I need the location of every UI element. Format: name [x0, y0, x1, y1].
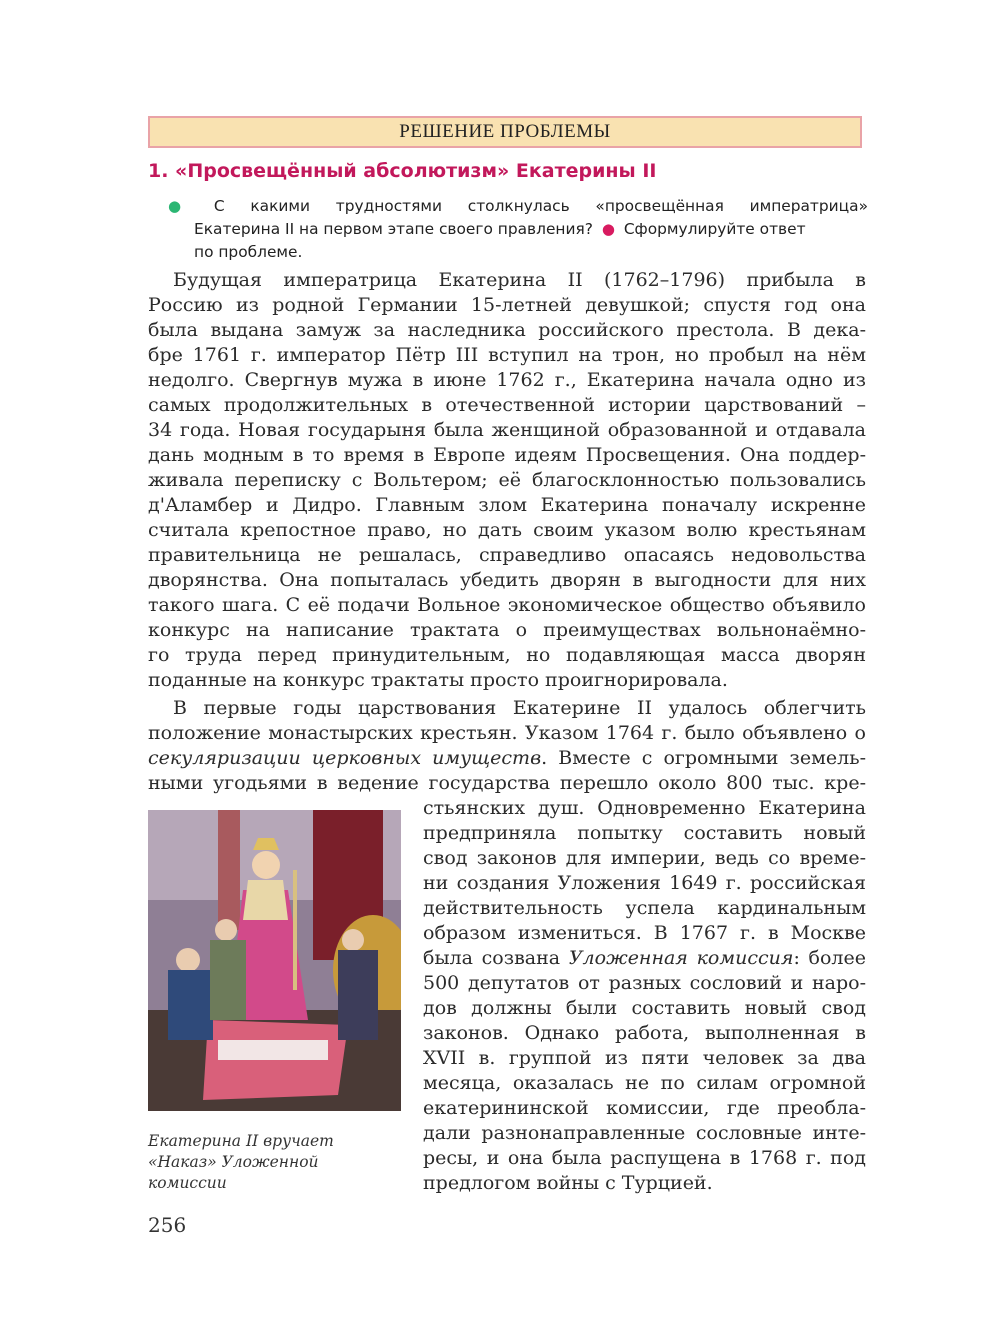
caption-line: «Наказ» Уложенной	[148, 1153, 319, 1171]
paragraph-1	[148, 268, 866, 693]
text-line: дали разнонаправленные сословные инте-	[423, 1122, 866, 1144]
text-line: 34 года. Новая государыня была женщиной образованной и отдавала	[148, 419, 866, 441]
text-line: бре 1761 г. император Пётр III вступил на трон, но пробыл на нём	[148, 344, 866, 366]
text-line: го труда перед принудительным, но подавляющая масса дворян	[148, 644, 866, 666]
green-bullet-icon: ●	[168, 197, 202, 215]
text-line: ными угодьями в ведение государства перешло около 800 тыс. кре-	[148, 772, 866, 794]
text-line: действительность успела кардинальным	[423, 897, 866, 919]
italic-term: Уложенная комиссия	[568, 947, 794, 969]
paragraph-2	[148, 696, 866, 796]
painting-image	[148, 810, 401, 1111]
page-number: 256	[148, 1213, 187, 1237]
caption-line: Екатерина II вручает	[148, 1132, 334, 1150]
text-line: дворянства. Она попыталась убедить дворян в выгодности для них	[148, 569, 866, 591]
italic-term: секуляризации церковных имуществ	[148, 747, 542, 769]
text-line: самых продолжительных в отечественной истории царствований –	[148, 394, 866, 416]
text-line: свод законов для империи, ведь со време-	[423, 847, 866, 869]
image-caption	[148, 1131, 398, 1194]
text-line: была созвана Уложенная комиссия: более	[423, 947, 866, 969]
text-line: XVII в. группой из пяти человек за два	[423, 1047, 866, 1069]
text-line: предприняла попытку составить новый	[423, 822, 866, 844]
painting-illustration	[148, 810, 401, 1111]
text-line: считала крепостное право, но дать своим указом волю крестьянам	[148, 519, 866, 541]
text-line: живала переписку с Вольтером; её благосклонностью пользовались	[148, 469, 866, 491]
text-line: Будущая императрица Екатерина II (1762–1796) прибыла в	[173, 269, 866, 291]
question-line-3: по проблеме.	[194, 243, 303, 261]
problem-question	[168, 195, 868, 264]
caption-line: комиссии	[148, 1174, 227, 1192]
text-line: В первые годы царствования Екатерине II удалось облегчить	[173, 697, 866, 719]
text-line: дов должны были составить новый свод	[423, 997, 866, 1019]
text-line: Россию из родной Германии 15-летней девушкой; спустя год она	[148, 294, 866, 316]
text-line: предлогом войны с Турцией.	[423, 1172, 713, 1194]
red-bullet-icon: ●	[601, 220, 615, 238]
text-line: такого шага. С её подачи Вольное экономическое общество объявило	[148, 594, 866, 616]
question-line-1: ● С какими трудностями столкнулась «просвещённая императрица»	[168, 197, 868, 215]
text-line: положение монастырских крестьян. Указом 1764 г. было объявлено о	[148, 722, 866, 744]
text-line: дань модным в то время в Европе идеям Просвещения. Она поддер-	[148, 444, 866, 466]
text-line: законов. Однако работа, выполненная в	[423, 1022, 866, 1044]
text-line: д'Аламбер и Дидро. Главным злом Екатерина поначалу искренне	[148, 494, 866, 516]
text-line: месяца, оказалась не по силам огромной	[423, 1072, 866, 1094]
text-line: стьянских душ. Одновременно Екатерина	[423, 797, 866, 819]
text-line: образом измениться. В 1767 г. в Москве	[423, 922, 866, 944]
text-line: 500 депутатов от разных сословий и наро-	[423, 972, 866, 994]
text-line: конкурс на написание трактата о преимуществах вольнонаёмно-	[148, 619, 866, 641]
text-line: екатерининской комиссии, где преобла-	[423, 1097, 866, 1119]
section-banner	[148, 116, 862, 148]
text-line: ресы, и она была распущена в 1768 г. под	[423, 1147, 866, 1169]
text-line: правительница не решалась, справедливо опасаясь недовольства	[148, 544, 866, 566]
text-line: поданные на конкурс трактаты просто проигнорировала.	[148, 669, 728, 691]
section-heading: 1. «Просвещённый абсолютизм» Екатерины II	[148, 160, 657, 182]
section-banner-label: РЕШЕНИЕ ПРОБЛЕМЫ	[399, 121, 611, 142]
text-line: ни создания Уложения 1649 г. российская	[423, 872, 866, 894]
text-line: секуляризации церковных имуществ. Вместе с огромными земель-	[148, 747, 866, 769]
question-line-2: Екатерина II на первом этапе своего правления? ● Сформулируйте ответ	[194, 220, 806, 238]
paragraph-3	[423, 796, 866, 1196]
text-line: недолго. Свергнув мужа в июне 1762 г., Екатерина начала одно из	[148, 369, 866, 391]
text-line: была выдана замуж за наследника российского престола. В дека-	[148, 319, 866, 341]
